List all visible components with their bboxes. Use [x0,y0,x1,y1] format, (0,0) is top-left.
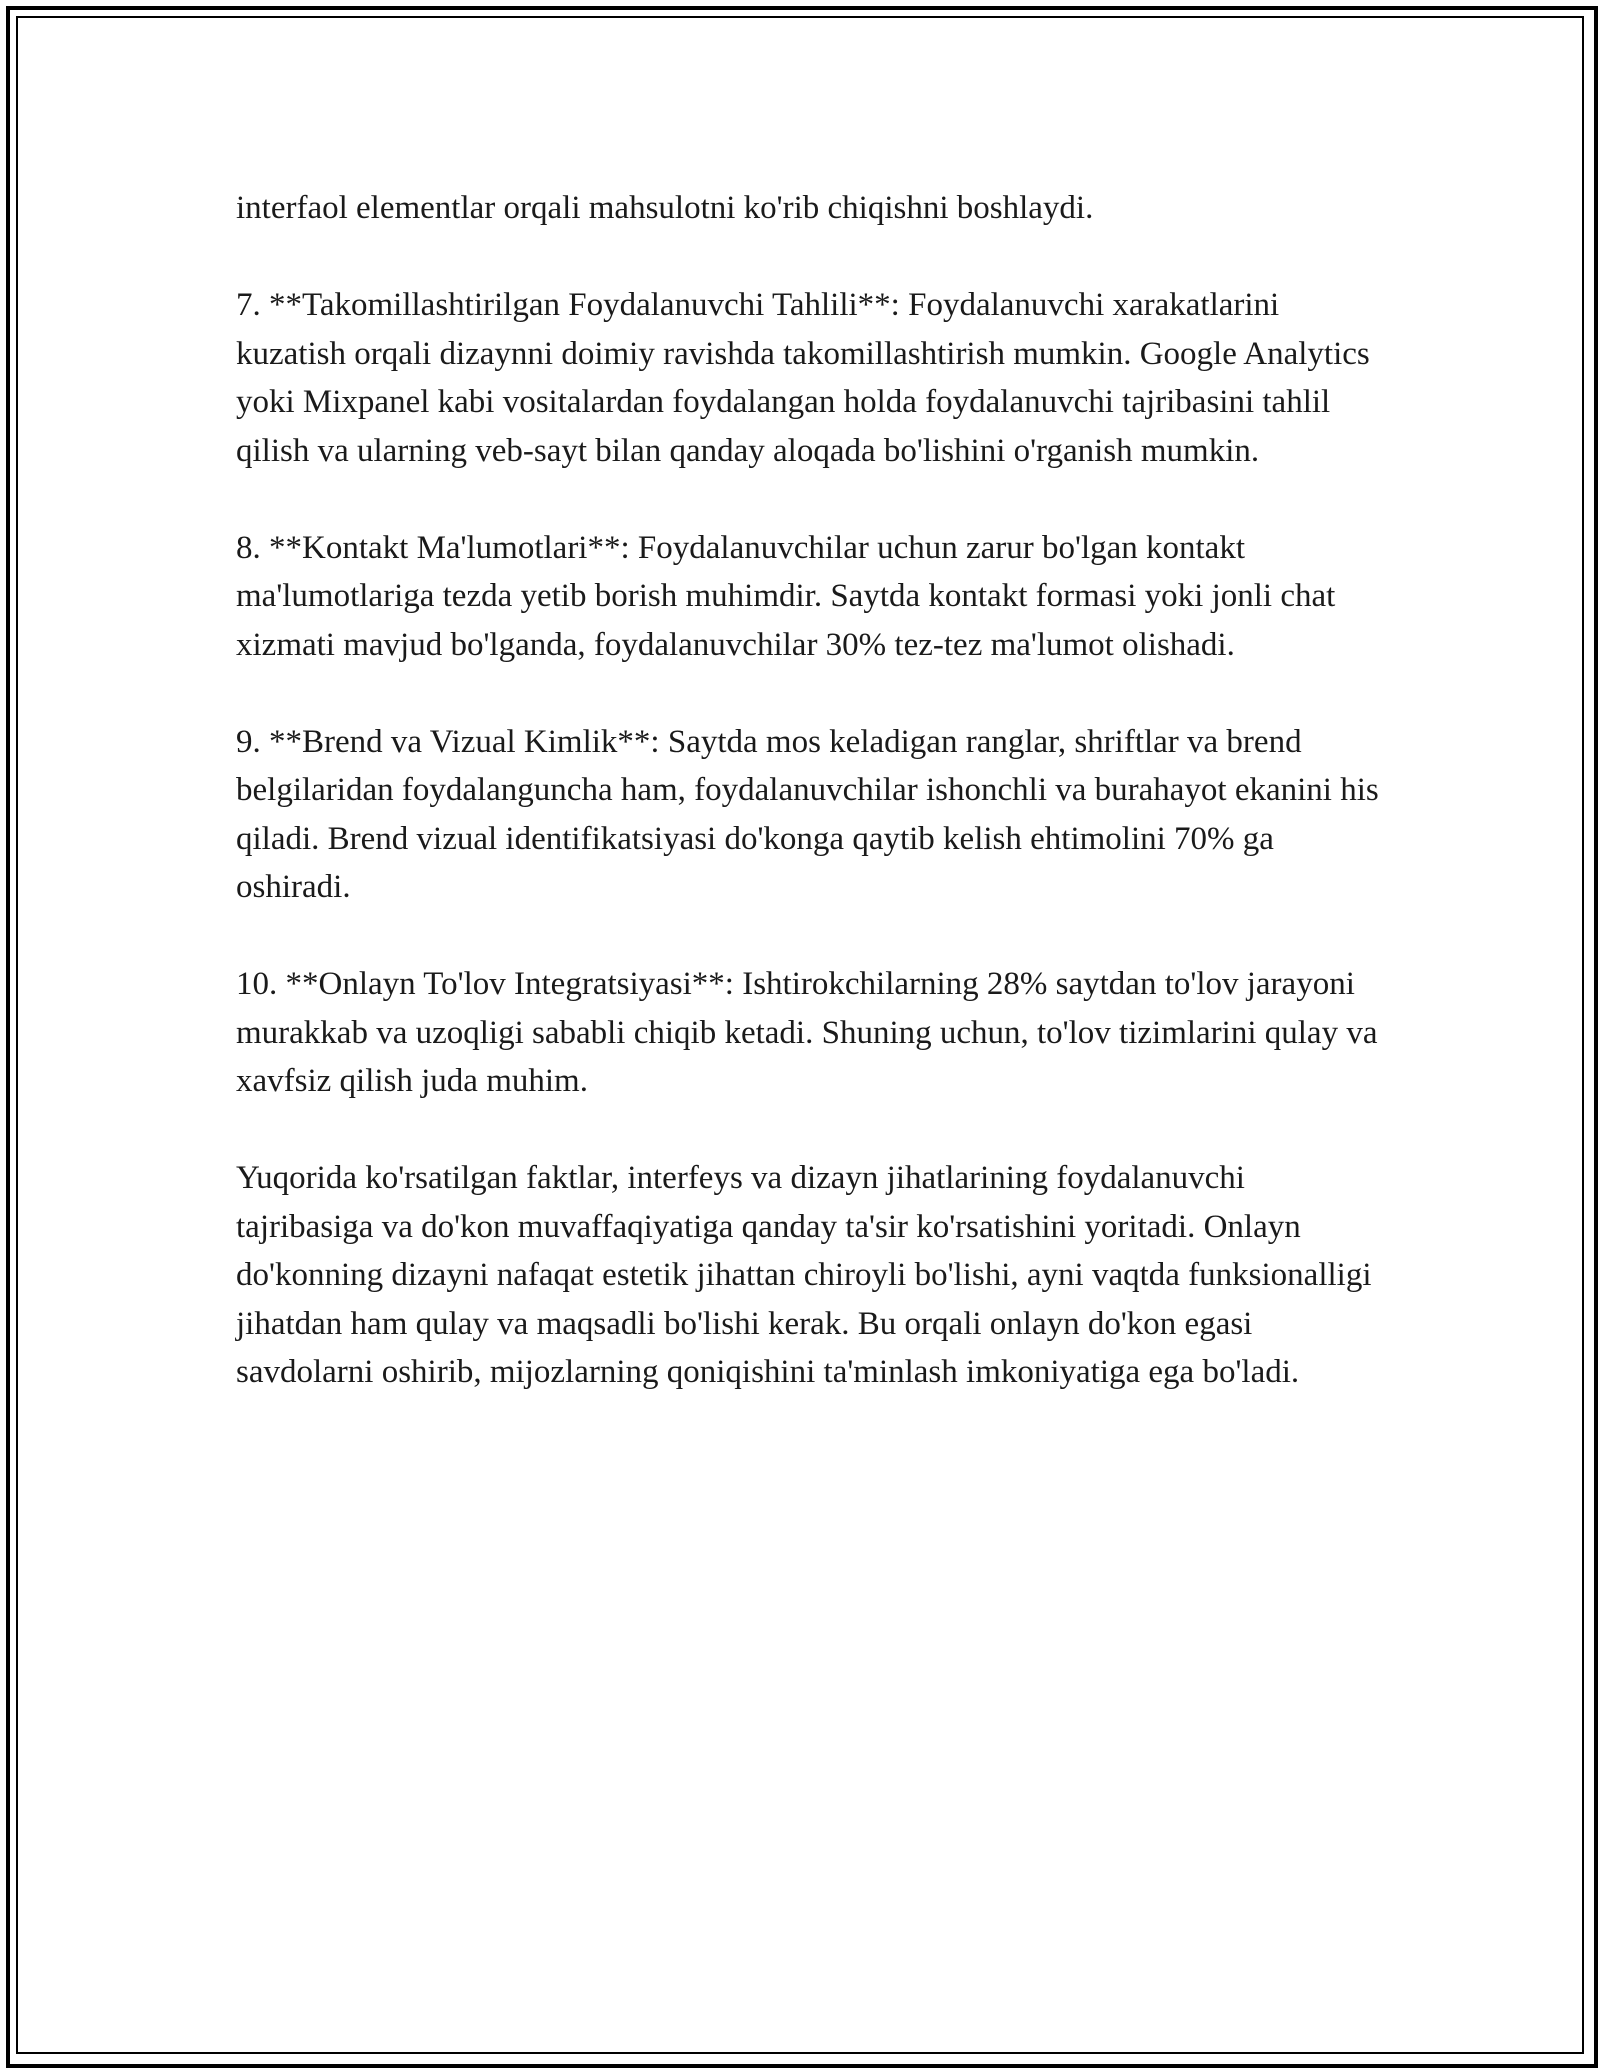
paragraph-item-9: 9. **Brend va Vizual Kimlik**: Saytda mos keladigan ranglar, shriftlar va brend belgilaridan foydalanguncha ham, foydalanuvchilar ishonchli va burahayot ekanini his qiladi. Brend vizual identifikatsiyasi do'konga qaytib kelish ehtimolini 70% ga oshiradi. [236,723,1379,905]
paragraph-item-7: 7. **Takomillashtirilgan Foydalanuvchi Tahlili**: Foydalanuvchi xarakatlarini kuzatish orqali dizaynni doimiy ravishda takomillashtirish mumkin. Google Analytics yoki Mixpanel kabi vositalardan foydalangan holda foydalanuvchi tajribasini tahlil qilish va ularning veb-sayt bilan qanday aloqada bo'lishini o'rganish mumkin. [236,287,1370,469]
paragraph-intro-continuation: interfaol elementlar orqali mahsulotni ko'rib chiqishni boshlaydi. [236,190,1094,226]
document-body [236,184,1386,1445]
paragraph-item-8: 8. **Kontakt Ma'lumotlari**: Foydalanuvchilar uchun zarur bo'lgan kontakt ma'lumotlariga tezda yetib borish muhimdir. Saytda kontakt formasi yoki jonli chat xizmati mavjud bo'lganda, foydalanuvchilar 30% tez-tez ma'lumot olishadi. [236,529,1336,663]
paragraph-item-10: 10. **Onlayn To'lov Integratsiyasi**: Ishtirokchilarning 28% saytdan to'lov jarayoni murakkab va uzoqligi sababli chiqib ketadi. Shuning uchun, to'lov tizimlarini qulay va xavfsiz qilish juda muhim. [236,966,1378,1099]
paragraph-conclusion: Yuqorida ko'rsatilgan faktlar, interfeys va dizayn jihatlarining foydalanuvchi tajribasiga va do'kon muvaffaqiyatiga qanday ta'sir ko'rsatishini yoritadi. Onlayn do'konning dizayni nafaqat estetik jihattan chiroyli bo'lishi, ayni vaqtda funksionalligi jihatdan ham qulay va maqsadli bo'lishi kerak. Bu orqali onlayn do'kon egasi savdolarni oshirib, mijozlarning qoniqishini ta'minlash imkoniyatiga ega bo'ladi. [236,1160,1372,1390]
